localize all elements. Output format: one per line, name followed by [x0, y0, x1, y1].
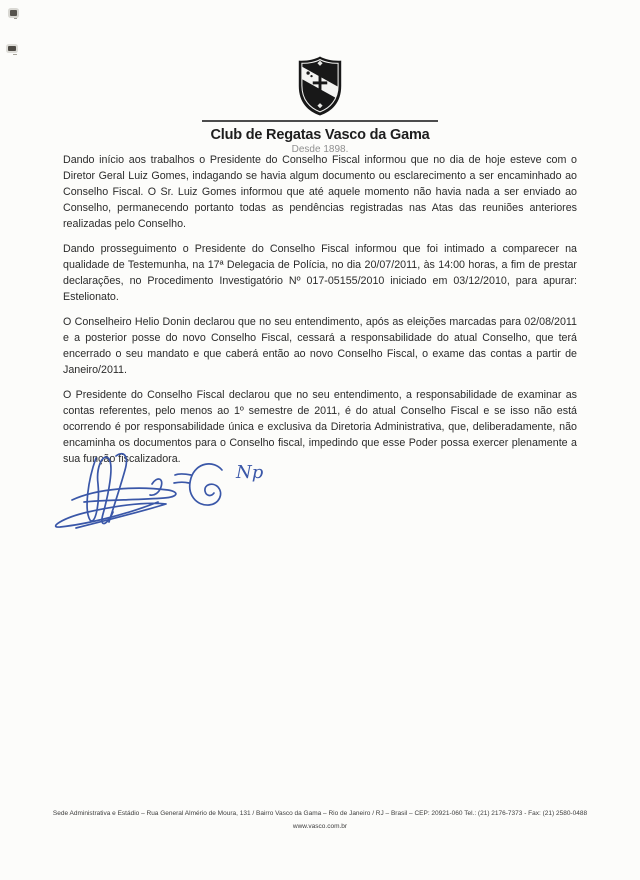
- scan-speck: [10, 10, 17, 16]
- paragraph-subpoena: Dando prosseguimento o Presidente do Conselho Fiscal informou que foi intimado a comparecer na qualidade de Testemunha, na 17ª Delegacia de Polícia, no dia 20/07/2011, às 14:00 horas, a fim de prestar declarações, no Procedimento Investigatório Nº 017-05155/2010 iniciado em 03/12/2010, para apurar: Estelionato.: [63, 243, 577, 303]
- handwritten-signature-icon: [28, 448, 268, 536]
- letterhead: [0, 56, 640, 155]
- paragraph-president-statement: O Presidente do Conselho Fiscal declarou que no seu entendimento, a responsabilidade de examinar as contas referentes, pelo menos ao 1º semestre de 2011, é do atual Conselho Fiscal e se isso não está ocorrendo é por responsabilidade única e exclusiva da Diretoria Administrativa, que, deliberadamente, não encaminha os documentos para o Conselho fiscal, impedindo que esse Poder possa exercer plenamente a sua função fiscalizadora.: [63, 389, 577, 465]
- page-footer: [0, 809, 640, 832]
- paragraph-counselor-statement: O Conselheiro Helio Donin declarou que no seu entendimento, após as eleições marcadas para 02/08/2011 e a posterior posse do novo Conselho Fiscal, cessará a responsabilidade do atual Conselho, que terá encerrado o seu mandato e que caberá então ao novo Conselho Fiscal, o exame das contas a partir de Janeiro/2011.: [63, 316, 577, 376]
- footer-address: Sede Administrativa e Estádio – Rua General Almério de Moura, 131 / Bairro Vasco da Gama – Rio de Janeiro / RJ – Brasil – CEP: 20921-060 Tel.: (21) 2176-7373 - Fax: (21) 2580-0488: [52, 810, 588, 817]
- vasco-crest-icon: [297, 56, 343, 116]
- scan-speck: [8, 46, 16, 51]
- paragraph-opening: Dando início aos trabalhos o Presidente do Conselho Fiscal informou que no dia de hoje esteve com o Diretor Geral Luiz Gomes, indagando se havia algum documento ou esclarecimento a ser encaminhado ao Conselho Fiscal. O Sr. Luiz Gomes informou que até aquele momento não havia nada a ser enviado ao Conselho, permanecendo portanto todas as pendências registradas nas Atas das reuniões anteriores realizadas pelo Conselho.: [63, 154, 577, 230]
- letterhead-divider: [202, 120, 438, 122]
- footer-website: www.vasco.com.br: [292, 823, 348, 830]
- club-name: Club de Regatas Vasco da Gama: [210, 127, 430, 143]
- club-tagline: Desde 1898.: [291, 144, 349, 155]
- signature-initials: Np: [236, 462, 264, 483]
- letter-body: [63, 152, 577, 476]
- signature-block: [28, 448, 268, 536]
